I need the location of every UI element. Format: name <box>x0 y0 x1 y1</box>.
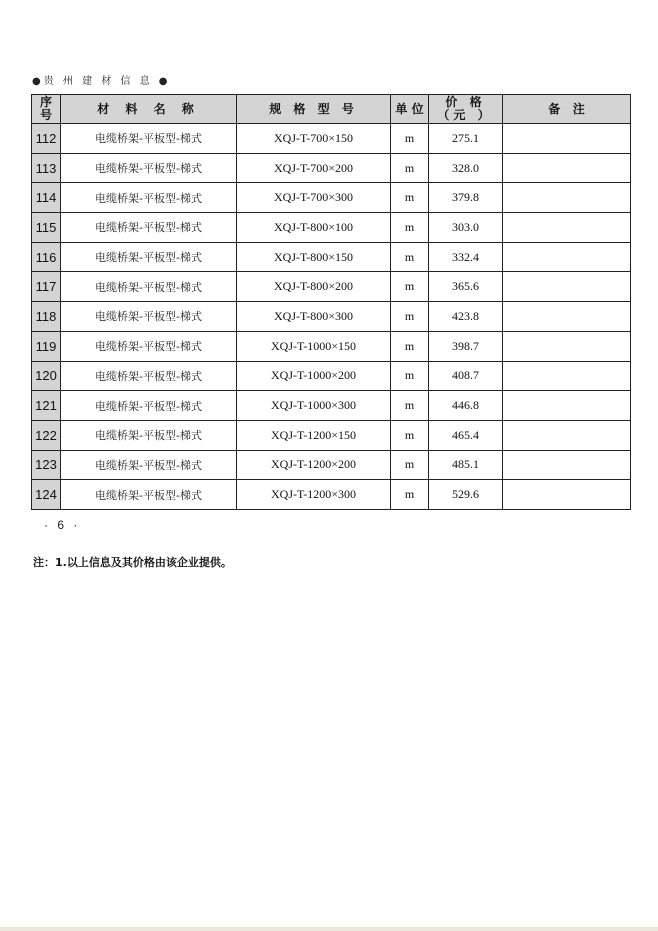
cell-unit: m <box>391 183 429 213</box>
cell-seq: 124 <box>32 480 61 510</box>
cell-unit: m <box>391 153 429 183</box>
cell-seq: 116 <box>32 242 61 272</box>
cell-price: 423.8 <box>429 302 503 332</box>
cell-price: 332.4 <box>429 242 503 272</box>
page-number: · 6 · <box>44 518 81 532</box>
cell-unit: m <box>391 480 429 510</box>
table-body <box>32 124 631 510</box>
cell-model: XQJ-T-1000×150 <box>237 331 391 361</box>
footnote: 注：1.以上信息及其价格由该企业提供。 <box>33 556 232 569</box>
cell-unit: m <box>391 331 429 361</box>
cell-price: 379.8 <box>429 183 503 213</box>
table-row <box>32 272 631 302</box>
cell-model: XQJ-T-1000×300 <box>237 391 391 421</box>
price-table <box>31 94 631 510</box>
header-row <box>32 95 631 124</box>
cell-unit: m <box>391 420 429 450</box>
cell-price: 485.1 <box>429 450 503 480</box>
cell-price: 365.6 <box>429 272 503 302</box>
cell-model: XQJ-T-800×200 <box>237 272 391 302</box>
cell-remark <box>503 242 631 272</box>
table-row <box>32 450 631 480</box>
cell-price: 408.7 <box>429 361 503 391</box>
cell-remark <box>503 331 631 361</box>
cell-name: 电缆桥架-平板型-梯式 <box>61 420 237 450</box>
table-header <box>32 95 631 124</box>
table-row <box>32 153 631 183</box>
cell-price: 446.8 <box>429 391 503 421</box>
cell-model: XQJ-T-1200×200 <box>237 450 391 480</box>
header-remark <box>503 95 631 124</box>
cell-seq: 117 <box>32 272 61 302</box>
cell-seq: 118 <box>32 302 61 332</box>
cell-model: XQJ-T-1200×150 <box>237 420 391 450</box>
cell-price: 275.1 <box>429 124 503 154</box>
cell-model: XQJ-T-800×150 <box>237 242 391 272</box>
cell-seq: 123 <box>32 450 61 480</box>
cell-seq: 115 <box>32 213 61 243</box>
cell-unit: m <box>391 124 429 154</box>
cell-remark <box>503 153 631 183</box>
header-model-label: 规 格 型 号 <box>269 101 358 116</box>
header-unit-label: 单 位 <box>395 101 424 116</box>
cell-seq: 120 <box>32 361 61 391</box>
cell-remark <box>503 420 631 450</box>
cell-name: 电缆桥架-平板型-梯式 <box>61 213 237 243</box>
cell-remark <box>503 361 631 391</box>
publication-header: ●贵 州 建 材 信 息 ● <box>32 76 171 87</box>
cell-model: XQJ-T-700×300 <box>237 183 391 213</box>
page-bottom-edge <box>0 927 658 931</box>
cell-seq: 122 <box>32 420 61 450</box>
table-row <box>32 213 631 243</box>
cell-name: 电缆桥架-平板型-梯式 <box>61 124 237 154</box>
cell-unit: m <box>391 302 429 332</box>
cell-name: 电缆桥架-平板型-梯式 <box>61 242 237 272</box>
cell-unit: m <box>391 391 429 421</box>
cell-model: XQJ-T-700×200 <box>237 153 391 183</box>
cell-model: XQJ-T-800×300 <box>237 302 391 332</box>
table-row <box>32 420 631 450</box>
cell-name: 电缆桥架-平板型-梯式 <box>61 480 237 510</box>
cell-seq: 114 <box>32 183 61 213</box>
cell-price: 465.4 <box>429 420 503 450</box>
cell-remark <box>503 480 631 510</box>
cell-name: 电缆桥架-平板型-梯式 <box>61 183 237 213</box>
cell-price: 328.0 <box>429 153 503 183</box>
table-row <box>32 331 631 361</box>
header-price <box>429 95 503 124</box>
cell-price: 398.7 <box>429 331 503 361</box>
table-row <box>32 183 631 213</box>
cell-name: 电缆桥架-平板型-梯式 <box>61 450 237 480</box>
header-model <box>237 95 391 124</box>
header-name <box>61 95 237 124</box>
cell-name: 电缆桥架-平板型-梯式 <box>61 361 237 391</box>
cell-price: 303.0 <box>429 213 503 243</box>
table-row <box>32 480 631 510</box>
cell-seq: 121 <box>32 391 61 421</box>
cell-model: XQJ-T-1200×300 <box>237 480 391 510</box>
cell-name: 电缆桥架-平板型-梯式 <box>61 272 237 302</box>
cell-seq: 113 <box>32 153 61 183</box>
cell-model: XQJ-T-800×100 <box>237 213 391 243</box>
table-row <box>32 391 631 421</box>
header-price-label: 价 格 （元 ） <box>437 95 494 122</box>
table-row <box>32 124 631 154</box>
cell-name: 电缆桥架-平板型-梯式 <box>61 153 237 183</box>
cell-price: 529.6 <box>429 480 503 510</box>
cell-unit: m <box>391 272 429 302</box>
table-row <box>32 302 631 332</box>
cell-remark <box>503 302 631 332</box>
header-seq <box>32 95 61 124</box>
header-remark-label: 备 注 <box>548 101 585 116</box>
cell-unit: m <box>391 242 429 272</box>
cell-unit: m <box>391 450 429 480</box>
cell-remark <box>503 272 631 302</box>
cell-name: 电缆桥架-平板型-梯式 <box>61 331 237 361</box>
cell-seq: 112 <box>32 124 61 154</box>
cell-remark <box>503 124 631 154</box>
cell-unit: m <box>391 213 429 243</box>
cell-model: XQJ-T-700×150 <box>237 124 391 154</box>
header-unit <box>391 95 429 124</box>
cell-name: 电缆桥架-平板型-梯式 <box>61 302 237 332</box>
header-name-label: 材 料 名 称 <box>97 101 200 116</box>
cell-remark <box>503 183 631 213</box>
cell-remark <box>503 213 631 243</box>
cell-model: XQJ-T-1000×200 <box>237 361 391 391</box>
cell-remark <box>503 450 631 480</box>
header-seq-label: 序 号 <box>39 95 52 122</box>
cell-name: 电缆桥架-平板型-梯式 <box>61 391 237 421</box>
cell-unit: m <box>391 361 429 391</box>
cell-remark <box>503 391 631 421</box>
table-row <box>32 242 631 272</box>
cell-seq: 119 <box>32 331 61 361</box>
table-row <box>32 361 631 391</box>
